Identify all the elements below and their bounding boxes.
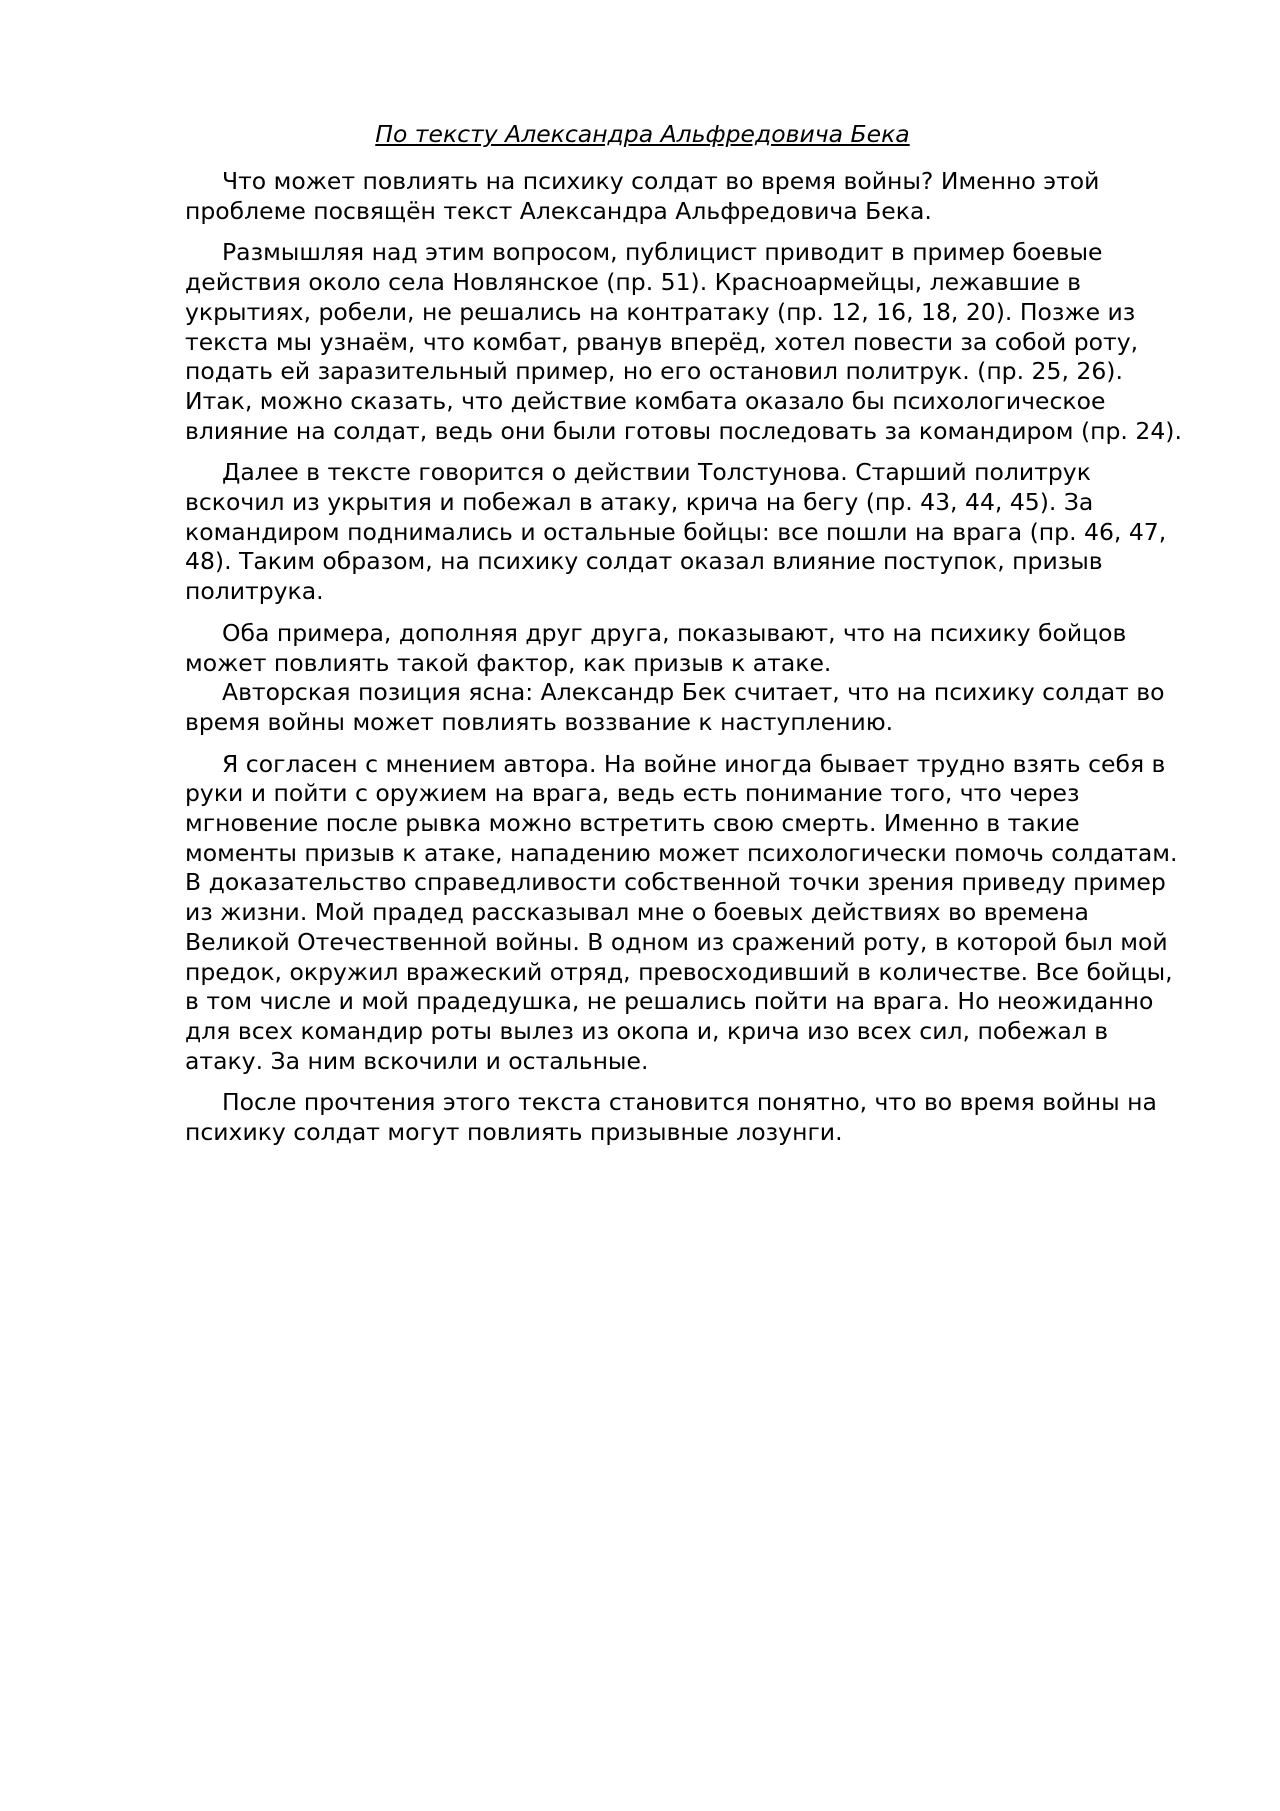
paragraph-line: Что может повлиять на психику солдат во время войны? Именно этой xyxy=(222,167,1100,195)
paragraph-line: атаку. За ним вскочили и остальные. xyxy=(185,1046,649,1075)
paragraph-line: Я согласен с мнением автора. На войне иногда бывает трудно взять себя в xyxy=(222,749,1166,778)
paragraph-line: может повлиять такой фактор, как призыв к атаке. xyxy=(185,648,832,677)
paragraph-line: Авторская позиция ясна: Александр Бек считает, что на психику солдат во xyxy=(222,678,1165,707)
paragraph-line: предок, окружил вражеский отряд, превосходивший в количестве. Все бойцы, xyxy=(185,957,1173,986)
paragraph-line: вскочил из укрытия и побежал в атаку, крича на бегу (пр. 43, 44, 45). За xyxy=(185,488,1094,517)
paragraph-1 xyxy=(185,167,1195,226)
paragraph-line: командиром поднимались и остальные бойцы: все пошли на врага (пр. 46, 47, xyxy=(185,517,1167,546)
paragraph-2 xyxy=(185,238,1195,446)
paragraph-6 xyxy=(185,750,1195,1077)
paragraph-line: Оба примера, дополняя друг друга, показывают, что на психику бойцов xyxy=(222,618,1127,647)
paragraph-4 xyxy=(185,619,1195,678)
paragraph-line: укрытиях, робели, не решались на контратаку (пр. 12, 16, 18, 20). Позже из xyxy=(185,297,1136,326)
document-title: По тексту Александра Альфредовича Бека xyxy=(375,120,910,148)
paragraph-line: моменты призыв к атаке, нападению может психологически помочь солдатам. xyxy=(185,838,1178,867)
paragraph-line: время войны может повлиять воззвание к наступлению. xyxy=(185,707,894,736)
paragraph-line: из жизни. Мой прадед рассказывал мне о боевых действиях во времена xyxy=(185,898,1089,927)
paragraph-line: Великой Отечественной войны. В одном из сражений роту, в которой был мой xyxy=(185,927,1168,956)
paragraph-line: влияние на солдат, ведь они были готовы последовать за командиром (пр. 24). xyxy=(185,416,1182,445)
paragraph-line: подать ей заразительный пример, но его остановил политрук. (пр. 25, 26). xyxy=(185,357,1123,386)
paragraph-line: Размышляя над этим вопросом, публицист приводит в пример боевые xyxy=(222,238,1103,267)
paragraph-line: в том числе и мой прадедушка, не решались пойти на врага. Но неожиданно xyxy=(185,987,1154,1016)
paragraph-line: политрука. xyxy=(185,577,324,606)
paragraph-line: проблеме посвящён текст Александра Альфредовича Бека. xyxy=(185,196,932,225)
paragraph-line: руки и пойти с оружием на врага, ведь есть понимание того, что через xyxy=(185,779,1080,808)
paragraph-line: Итак, можно сказать, что действие комбата оказало бы психологическое xyxy=(185,386,1106,415)
paragraph-7 xyxy=(185,1088,1195,1147)
paragraph-line: психику солдат могут повлиять призывные лозунги. xyxy=(185,1118,843,1147)
paragraph-5 xyxy=(185,678,1195,737)
document-body xyxy=(185,167,1195,1148)
paragraph-line: для всех командир роты вылез из окопа и, крича изо всех сил, побежал в xyxy=(185,1016,1109,1045)
paragraph-line: 48). Таким образом, на психику солдат оказал влияние поступок, призыв xyxy=(185,547,1103,576)
paragraph-3 xyxy=(185,458,1195,607)
paragraph-line: мгновение после рывка можно встретить свою смерть. Именно в такие xyxy=(185,809,1080,838)
paragraph-line: После прочтения этого текста становится понятно, что во время войны на xyxy=(222,1088,1157,1117)
paragraph-line: текста мы узнаём, что комбат, рванув вперёд, хотел повести за собой роту, xyxy=(185,327,1139,356)
paragraph-line: В доказательство справедливости собственной точки зрения приведу пример xyxy=(185,868,1166,897)
paragraph-line: действия около села Новлянское (пр. 51). Красноармейцы, лежавшие в xyxy=(185,268,1082,297)
paragraph-line: Далее в тексте говорится о действии Толстунова. Старший политрук xyxy=(222,458,1091,487)
